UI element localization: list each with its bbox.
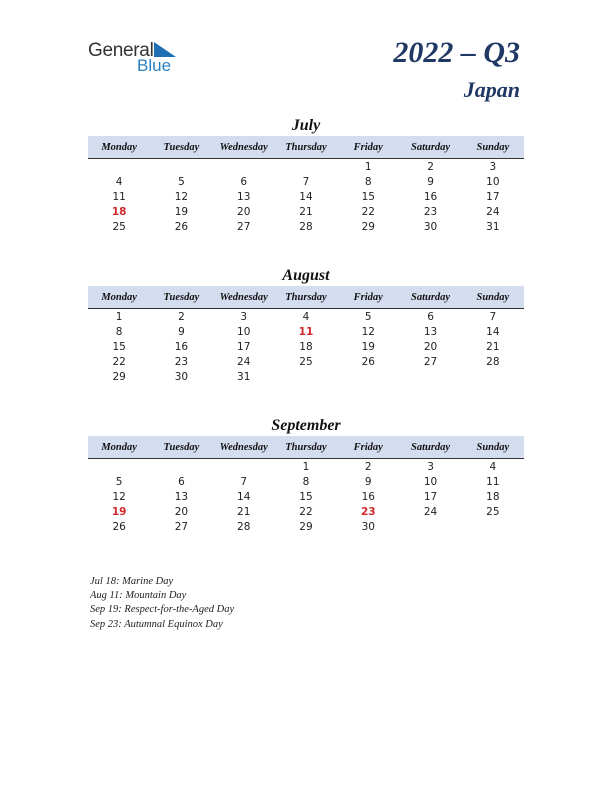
week-row (88, 324, 524, 339)
day-cell: 11 (486, 475, 500, 488)
day-cell: 22 (299, 506, 313, 519)
week-row (88, 505, 524, 520)
weekday-label: Tuesday (163, 441, 200, 453)
day-cell: 14 (237, 490, 251, 503)
day-cell: 12 (174, 190, 189, 203)
logo-text-general: General (88, 40, 154, 61)
day-cell: 9 (427, 175, 434, 188)
day-cell: 30 (361, 521, 375, 534)
week-row (88, 174, 524, 189)
day-cell: 7 (302, 175, 310, 188)
day-cell: 27 (237, 221, 251, 234)
day-cell: 13 (423, 325, 438, 338)
month-july (88, 116, 524, 235)
day-cell: 20 (423, 340, 438, 353)
day-cell: 24 (423, 506, 438, 519)
weekday-label: Monday (101, 291, 137, 303)
day-cell: 7 (489, 310, 497, 323)
day-cell: 2 (178, 310, 185, 323)
week-row (88, 520, 524, 535)
day-cell: 13 (237, 190, 251, 203)
day-cell: 21 (299, 206, 313, 219)
day-cell: 18 (299, 340, 313, 353)
day-cell: 12 (361, 325, 375, 338)
country-name: Japan (463, 77, 520, 102)
day-cell: 12 (112, 490, 126, 503)
day-cell: 1 (115, 310, 123, 323)
day-cell: 8 (302, 475, 310, 488)
weekday-label: Thursday (285, 441, 327, 453)
day-cell: 26 (361, 356, 375, 369)
day-cell: 23 (423, 206, 438, 219)
day-cell: 16 (361, 490, 375, 503)
day-cell: 10 (237, 325, 251, 338)
holiday-note: Sep 23: Autumnal Equinox Day (90, 618, 223, 630)
weekday-label: Saturday (411, 141, 451, 153)
weekday-label: Monday (101, 441, 137, 453)
day-cell: 10 (423, 475, 438, 488)
day-cell: 21 (486, 340, 500, 353)
day-cell: 30 (423, 221, 438, 234)
day-cell: 23 (174, 356, 189, 369)
day-cell: 26 (174, 221, 189, 234)
day-cell: 13 (174, 490, 189, 503)
day-cell: 16 (174, 340, 189, 353)
week-row (88, 459, 524, 474)
logo-triangle-icon (154, 42, 176, 57)
month-august (88, 266, 524, 385)
day-cell: 9 (178, 325, 185, 338)
brand-logo (88, 40, 188, 76)
weekday-label: Tuesday (163, 291, 200, 303)
day-cell: 29 (361, 221, 375, 234)
day-cell: 18 (111, 206, 127, 219)
day-cell: 6 (427, 310, 434, 323)
day-cell: 3 (489, 160, 497, 173)
day-cell: 15 (299, 490, 313, 503)
day-cell: 17 (237, 340, 251, 353)
weekday-label: Sunday (476, 141, 510, 153)
day-cell: 14 (486, 325, 500, 338)
weekday-label: Saturday (411, 291, 451, 303)
day-cell: 15 (112, 340, 126, 353)
week-row (88, 370, 524, 385)
weekday-label: Monday (101, 141, 137, 153)
day-cell: 17 (486, 190, 500, 203)
day-cell: 27 (423, 356, 438, 369)
week-row (88, 355, 524, 370)
day-cell: 6 (178, 475, 185, 488)
month-title: August (282, 267, 330, 284)
day-cell: 24 (237, 356, 251, 369)
month-title: July (291, 117, 321, 134)
weekday-header (88, 286, 524, 309)
weekday-label: Sunday (476, 291, 510, 303)
day-cell: 16 (423, 190, 438, 203)
day-cell: 23 (360, 506, 376, 519)
holiday-note: Aug 11: Mountain Day (90, 590, 187, 602)
weekday-label: Friday (353, 291, 383, 303)
weekday-label: Wednesday (219, 291, 268, 303)
day-cell: 4 (115, 175, 123, 188)
day-cell: 22 (112, 356, 126, 369)
week-row (88, 205, 524, 220)
day-cell: 29 (112, 371, 126, 384)
day-cell: 31 (486, 221, 500, 234)
week-row (88, 309, 524, 324)
day-cell: 24 (486, 206, 500, 219)
day-cell: 19 (111, 506, 127, 519)
day-cell: 1 (302, 460, 310, 473)
logo-text-blue: Blue (137, 56, 172, 75)
weekday-header (88, 136, 524, 159)
day-cell: 17 (423, 490, 438, 503)
day-cell: 8 (364, 175, 372, 188)
day-cell: 8 (115, 325, 123, 338)
day-cell: 25 (299, 356, 313, 369)
day-cell: 27 (174, 521, 189, 534)
page-title: 2022 – Q3 (393, 36, 520, 69)
weekday-label: Friday (353, 141, 383, 153)
holiday-notes (90, 575, 234, 632)
day-cell: 3 (427, 460, 434, 473)
day-cell: 1 (364, 160, 372, 173)
day-cell: 22 (361, 206, 375, 219)
week-row (88, 474, 524, 489)
weekday-label: Sunday (476, 441, 510, 453)
day-cell: 4 (489, 460, 497, 473)
day-cell: 15 (361, 190, 375, 203)
day-cell: 28 (486, 356, 500, 369)
day-cell: 2 (427, 160, 434, 173)
month-september (88, 416, 524, 535)
day-cell: 5 (178, 175, 185, 188)
day-cell: 11 (298, 325, 314, 338)
holiday-note: Jul 18: Marine Day (90, 576, 174, 587)
weekday-label: Wednesday (219, 441, 268, 453)
holiday-note: Sep 19: Respect-for-the-Aged Day (90, 604, 235, 616)
day-cell: 28 (237, 521, 251, 534)
day-cell: 5 (364, 310, 372, 323)
day-cell: 18 (486, 490, 500, 503)
week-row (88, 189, 524, 204)
day-cell: 20 (174, 506, 189, 519)
weekday-label: Thursday (285, 141, 327, 153)
weekday-label: Saturday (411, 441, 451, 453)
day-cell: 31 (237, 371, 251, 384)
day-cell: 20 (237, 206, 251, 219)
day-cell: 19 (361, 340, 375, 353)
day-cell: 25 (112, 221, 126, 234)
day-cell: 21 (237, 506, 251, 519)
weekday-label: Tuesday (163, 141, 200, 153)
day-cell: 25 (486, 506, 500, 519)
day-cell: 26 (112, 521, 126, 534)
weekday-label: Thursday (285, 291, 327, 303)
month-title: September (271, 417, 341, 434)
day-cell: 19 (174, 206, 189, 219)
week-row (88, 339, 524, 354)
day-cell: 7 (240, 475, 248, 488)
day-cell: 9 (364, 475, 372, 488)
week-row (88, 159, 524, 174)
day-cell: 2 (364, 460, 372, 473)
day-cell: 14 (299, 190, 313, 203)
day-cell: 4 (302, 310, 310, 323)
day-cell: 6 (240, 175, 248, 188)
day-cell: 28 (299, 221, 313, 234)
day-cell: 11 (112, 190, 126, 203)
day-cell: 29 (299, 521, 313, 534)
day-cell: 3 (240, 310, 248, 323)
weekday-label: Friday (353, 441, 383, 453)
week-row (88, 489, 524, 504)
day-cell: 10 (486, 175, 500, 188)
weekday-label: Wednesday (219, 141, 268, 153)
day-cell: 30 (174, 371, 189, 384)
week-row (88, 220, 524, 235)
day-cell: 5 (115, 475, 123, 488)
weekday-header (88, 436, 524, 459)
